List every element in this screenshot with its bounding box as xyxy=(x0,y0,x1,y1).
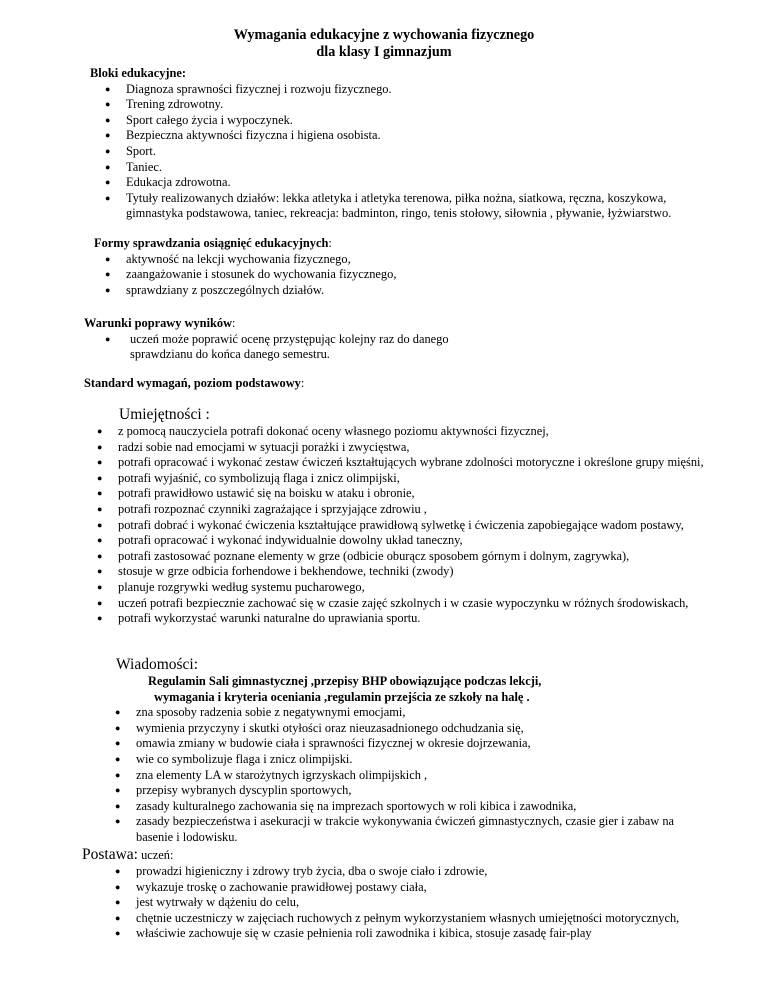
list-item: ● aktywność na lekcji wychowania fizycznego, xyxy=(102,252,694,268)
list-item: ● właściwie zachowuje się w czasie pełnienia roli zawodnika i kibica, stosuje zasadę fair-play xyxy=(112,926,732,942)
umiejetnosci-heading: Umiejętności : xyxy=(119,406,210,423)
title-line-1: Wymagania edukacyjne z wychowania fizycznego xyxy=(233,27,535,43)
wiadomosci-rules-line-2: wymagania i kryteria oceniania ,regulamin przejścia ze szkoły na halę . xyxy=(154,689,530,704)
section-wiadomosci xyxy=(94,655,734,846)
umiejetnosci-list xyxy=(94,424,734,627)
list-item: ● potrafi opracować i wykonać indywidualnie dowolny układ taneczny, xyxy=(94,533,734,549)
section-postawa xyxy=(82,845,732,942)
warunki-list xyxy=(102,332,482,363)
standard-heading-text: Standard wymagań, poziom podstawowy xyxy=(84,376,301,390)
section-formy xyxy=(94,236,694,298)
wiadomosci-rules-line-1: Regulamin Sali gimnastycznej ,przepisy BHP obowiązujące podczas lekcji, xyxy=(148,674,542,688)
list-item: ● stosuje w grze odbicia forhendowe i bekhendowe, techniki (zwody) xyxy=(94,564,734,580)
formy-list xyxy=(102,252,694,299)
postawa-heading xyxy=(82,845,732,864)
postawa-heading-rest: uczeń: xyxy=(137,848,174,862)
list-item: ● uczeń może poprawić ocenę przystępując kolejny raz do danego sprawdzianu do końca danego semestru. xyxy=(102,332,482,363)
list-item: ● uczeń potrafi bezpiecznie zachować się w czasie zajęć szkolnych i w czasie wypoczynku w różnych środowiskach, xyxy=(94,596,734,612)
list-item: ● omawia zmiany w budowie ciała i sprawności fizycznej w okresie dojrzewania, xyxy=(112,736,712,752)
list-item: ● zna elementy LA w starożytnych igrzyskach olimpijskich , xyxy=(112,768,712,784)
formy-heading xyxy=(94,236,694,252)
list-item: ● Bezpieczna aktywności fizyczna i higiena osobista. xyxy=(102,128,710,144)
list-item: ● potrafi zastosować poznane elementy w grze (odbicie oburącz sposobem górnym i dolnym, zagrywka), xyxy=(94,549,734,565)
list-item: ● zasady bezpieczeństwa i asekuracji w trakcie wykonywania ćwiczeń gimnastycznych, czasie gier i zabaw na basenie i lodowisku. xyxy=(112,814,712,845)
list-item: ● potrafi prawidłowo ustawić się na boisku w ataku i obronie, xyxy=(94,486,734,502)
section-standard xyxy=(84,376,684,392)
list-item: ● zaangażowanie i stosunek do wychowania fizycznego, xyxy=(102,267,694,283)
list-item: ● przepisy wybranych dyscyplin sportowych, xyxy=(112,783,712,799)
list-item: ● zasady kulturalnego zachowania się na imprezach sportowych w roli kibica i zawodnika, xyxy=(112,799,712,815)
list-item: ● potrafi rozpoznać czynniki zagrażające i sprzyjające zdrowiu , xyxy=(94,502,734,518)
list-item: ● wykazuje troskę o zachowanie prawidłowej postawy ciała, xyxy=(112,880,732,896)
title-line-2: dla klasy I gimnazjum xyxy=(316,44,452,60)
list-item: ● chętnie uczestniczy w zajęciach ruchowych z pełnym wykorzystaniem własnych umiejętności motorycznych, xyxy=(112,911,732,927)
wiadomosci-heading: Wiadomości: xyxy=(116,656,199,673)
list-item: ● wie co symbolizuje flaga i znicz olimpijski. xyxy=(112,752,712,768)
bloki-heading: Bloki edukacyjne: xyxy=(90,66,187,80)
list-item: ● Edukacja zdrowotna. xyxy=(102,175,710,191)
warunki-heading-text: Warunki poprawy wyników xyxy=(84,316,233,330)
list-item: ● potrafi wykorzystać warunki naturalne do uprawiania sportu. xyxy=(94,611,734,627)
list-item: ● Sport całego życia i wypoczynek. xyxy=(102,113,710,129)
page-title xyxy=(0,27,768,61)
list-item: ● planuje rozgrywki według systemu pucharowego, xyxy=(94,580,734,596)
list-item: ● Taniec. xyxy=(102,160,710,176)
warunki-heading xyxy=(84,316,684,332)
wiadomosci-list xyxy=(112,705,712,845)
standard-heading-colon: : xyxy=(300,376,305,390)
formy-heading-text: Formy sprawdzania osiągnięć edukacyjnych xyxy=(94,236,329,250)
list-item: ● Tytuły realizowanych działów: lekka atletyka i atletyka terenowa, piłka nożna, siatkowa, ręczna, koszykowa, gimnastyka podstawowa, taniec, rekreacja: badminton, ringo, tenis stołowy, siłownia , pływanie, łyżwiarstwo. xyxy=(102,191,710,222)
warunki-heading-colon: : xyxy=(232,316,236,330)
list-item: ● radzi sobie nad emocjami w sytuacji porażki i zwycięstwa, xyxy=(94,440,734,456)
bloki-list xyxy=(102,82,710,222)
list-item: ● wymienia przyczyny i skutki otyłości oraz nieuzasadnionego odchudzania się, xyxy=(112,721,712,737)
list-item: ● jest wytrwały w dążeniu do celu, xyxy=(112,895,732,911)
list-item: ● prowadzi higieniczny i zdrowy tryb życia, dba o swoje ciało i zdrowie, xyxy=(112,864,732,880)
list-item: ● potrafi dobrać i wykonać ćwiczenia kształtujące prawidłową sylwetkę i ćwiczenia zapobiegające wadom postawy, xyxy=(94,518,734,534)
postawa-heading-text: Postawa: xyxy=(82,846,138,863)
list-item: ● potrafi wyjaśnić, co symbolizują flaga i znicz olimpijski, xyxy=(94,471,734,487)
section-bloki xyxy=(90,66,710,222)
list-item: ● zna sposoby radzenia sobie z negatywnymi emocjami, xyxy=(112,705,712,721)
list-item: ● Trening zdrowotny. xyxy=(102,97,710,113)
standard-heading xyxy=(84,376,684,392)
formy-heading-colon: : xyxy=(328,236,332,250)
list-item: ● potrafi opracować i wykonać zestaw ćwiczeń kształtujących wybrane zdolności motoryczne i określone grupy mięśni, xyxy=(94,455,734,471)
section-warunki xyxy=(84,316,684,363)
section-umiejetnosci xyxy=(94,405,734,627)
postawa-list xyxy=(112,864,732,942)
list-item: ● z pomocą nauczyciela potrafi dokonać oceny własnego poziomu aktywności fizycznej, xyxy=(94,424,734,440)
list-item: ● sprawdziany z poszczególnych działów. xyxy=(102,283,694,299)
list-item: ● Sport. xyxy=(102,144,710,160)
list-item: ● Diagnoza sprawności fizycznej i rozwoju fizycznego. xyxy=(102,82,710,98)
